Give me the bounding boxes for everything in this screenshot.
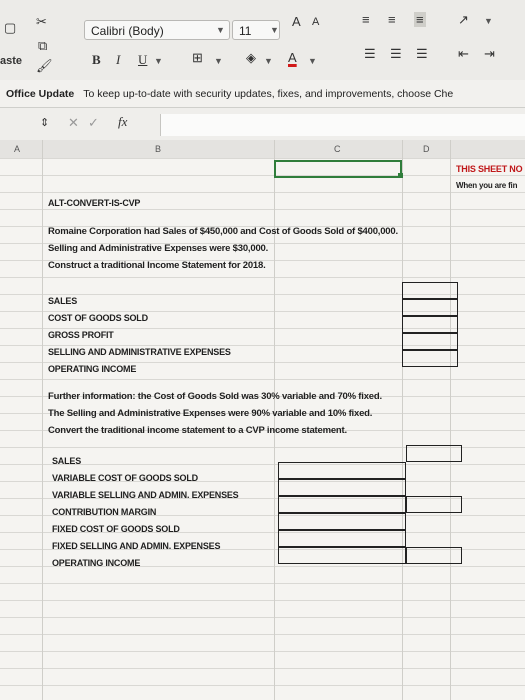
answer-cell[interactable] xyxy=(402,316,458,333)
borders-chevron-icon[interactable]: ▼ xyxy=(214,56,223,66)
name-box-stepper-icon[interactable]: ⇕ xyxy=(40,117,50,129)
ribbon-toolbar xyxy=(0,0,525,81)
section-title: ALT-CONVERT-IS-CVP xyxy=(48,198,141,208)
orientation-chevron-icon[interactable]: ▼ xyxy=(484,16,493,26)
cut-icon[interactable]: ✂ xyxy=(36,14,47,29)
side-note-warning: THIS SHEET NO xyxy=(456,164,523,174)
cvp-label: VARIABLE COST OF GOODS SOLD xyxy=(52,473,198,483)
fill-handle[interactable] xyxy=(398,173,403,178)
answer-cell[interactable] xyxy=(278,462,406,479)
fill-color-icon[interactable]: ◈ xyxy=(246,50,256,65)
notice-title: Office Update xyxy=(6,88,75,100)
paste-label: aste xyxy=(0,55,23,67)
fill-color-chevron-icon[interactable]: ▼ xyxy=(264,56,273,66)
intro-line: Selling and Administrative Expenses were $30,000. xyxy=(48,243,269,254)
answer-cell[interactable] xyxy=(278,513,406,530)
answer-cell[interactable] xyxy=(402,350,458,367)
bold-button[interactable]: B xyxy=(92,52,101,67)
cvp-label: CONTRIBUTION MARGIN xyxy=(52,507,157,517)
cvp-label: SALES xyxy=(52,456,82,466)
further-info-line: Convert the traditional income statement to a CVP income statement. xyxy=(48,425,347,436)
cvp-label: FIXED SELLING AND ADMIN. EXPENSES xyxy=(52,541,221,551)
answer-cell[interactable] xyxy=(406,445,462,462)
align-top-icon[interactable]: ≡ xyxy=(362,12,370,27)
column-header-d[interactable]: D xyxy=(423,144,430,154)
font-name-select[interactable]: Calibri (Body) xyxy=(84,20,230,40)
answer-cell[interactable] xyxy=(278,479,406,496)
traditional-label: OPERATING INCOME xyxy=(48,364,137,374)
gridline xyxy=(402,140,403,700)
shrink-font-button[interactable]: A xyxy=(312,16,320,28)
align-bottom-icon[interactable]: ≡ xyxy=(416,12,424,27)
font-name-chevron-icon[interactable]: ▼ xyxy=(216,25,225,35)
font-color-chevron-icon[interactable]: ▼ xyxy=(308,56,317,66)
italic-button[interactable]: I xyxy=(116,52,121,67)
font-size-chevron-icon[interactable]: ▼ xyxy=(270,25,279,35)
answer-cell[interactable] xyxy=(278,530,406,547)
align-center-icon[interactable]: ☰ xyxy=(390,46,402,61)
column-header-a[interactable]: A xyxy=(14,144,21,154)
selected-cell[interactable] xyxy=(274,160,402,178)
orientation-icon[interactable]: ↗ xyxy=(458,12,469,27)
align-right-icon[interactable]: ☰ xyxy=(416,46,428,61)
cvp-label: VARIABLE SELLING AND ADMIN. EXPENSES xyxy=(52,490,239,500)
column-headers xyxy=(0,140,525,159)
traditional-label: GROSS PROFIT xyxy=(48,330,114,340)
align-left-icon[interactable]: ☰ xyxy=(364,46,376,61)
enter-icon[interactable]: ✓ xyxy=(88,115,99,130)
further-info-line: The Selling and Administrative Expenses were 90% variable and 10% fixed. xyxy=(48,408,373,419)
font-size-select[interactable]: 11 xyxy=(232,20,280,40)
column-header-b[interactable]: B xyxy=(155,144,162,154)
intro-line: Romaine Corporation had Sales of $450,000 and Cost of Goods Sold of $400,000. xyxy=(48,226,398,237)
answer-cell[interactable] xyxy=(278,496,406,513)
cancel-icon[interactable]: ✕ xyxy=(68,115,79,130)
column-header-c[interactable]: C xyxy=(334,144,341,154)
underline-chevron-icon[interactable]: ▼ xyxy=(154,56,163,66)
borders-icon[interactable]: ⊞ xyxy=(192,50,203,65)
format-painter-icon[interactable]: 🖌 xyxy=(36,58,53,73)
further-info-line: Further information: the Cost of Goods Sold was 30% variable and 70% fixed. xyxy=(48,391,382,402)
gridline xyxy=(42,140,43,700)
gridline xyxy=(450,140,451,700)
intro-line: Construct a traditional Income Statement for 2018. xyxy=(48,260,266,271)
underline-button[interactable]: U xyxy=(138,52,148,67)
answer-cell[interactable] xyxy=(402,282,458,299)
answer-cell[interactable] xyxy=(406,547,462,564)
fx-label[interactable]: fx xyxy=(118,114,128,129)
answer-cell[interactable] xyxy=(402,299,458,316)
grow-font-button[interactable]: A xyxy=(292,14,301,29)
decrease-indent-icon[interactable]: ⇤ xyxy=(458,46,469,61)
answer-cell[interactable] xyxy=(406,496,462,513)
traditional-label: COST OF GOODS SOLD xyxy=(48,313,148,323)
answer-cell[interactable] xyxy=(402,333,458,350)
gridline xyxy=(274,140,275,700)
cvp-label: FIXED COST OF GOODS SOLD xyxy=(52,524,180,534)
traditional-label: SALES xyxy=(48,296,78,306)
answer-cell[interactable] xyxy=(278,547,406,564)
formula-input[interactable] xyxy=(160,114,525,136)
align-middle-icon[interactable]: ≡ xyxy=(388,12,396,27)
increase-indent-icon[interactable]: ⇥ xyxy=(484,46,495,61)
traditional-label: SELLING AND ADMINISTRATIVE EXPENSES xyxy=(48,347,231,357)
side-note-instruction: When you are fin xyxy=(456,181,518,190)
cvp-label: OPERATING INCOME xyxy=(52,558,141,568)
office-update-bar xyxy=(0,80,525,108)
copy-icon[interactable]: ⧉ xyxy=(38,38,48,53)
font-color-button[interactable]: A xyxy=(288,50,297,65)
formula-bar xyxy=(0,108,525,141)
paste-icon[interactable]: ▢ xyxy=(4,20,17,35)
notice-message: To keep up-to-date with security updates, fixes, and improvements, choose Che xyxy=(83,88,454,100)
